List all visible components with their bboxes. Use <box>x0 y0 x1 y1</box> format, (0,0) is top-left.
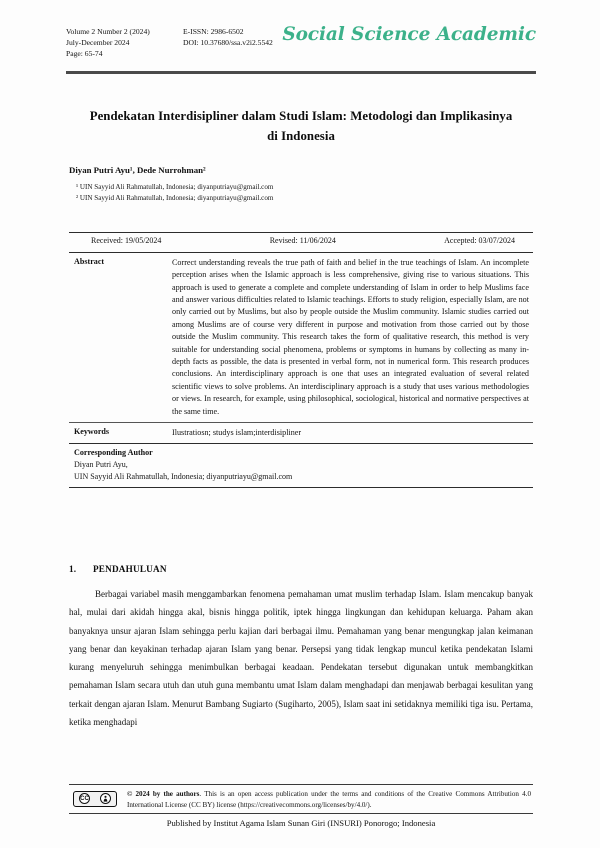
date-accepted: Accepted: 03/07/2024 <box>444 236 515 246</box>
section-number: 1. <box>69 564 77 574</box>
masthead <box>66 0 536 74</box>
abstract-label: Abstract <box>74 256 105 266</box>
title-block <box>84 107 518 147</box>
license-text <box>127 789 533 810</box>
section-heading-label: PENDAHULUAN <box>93 564 167 574</box>
authors-block <box>69 165 529 205</box>
page-footer <box>69 784 533 828</box>
page-title: Pendekatan Interdisipliner dalam Studi Islam: Metodologi dan Implikasinya di Indonesia <box>89 109 513 143</box>
license-block <box>69 785 533 813</box>
affiliation-1: ¹ UIN Sayyid Ali Rahmatullah, Indonesia; diyanputriayu@gmail.com <box>76 183 274 191</box>
authors-names: Diyan Putri Ayu¹, Dede Nurrohman² <box>69 165 206 175</box>
creative-commons-badge-icon <box>73 791 117 807</box>
dates-row <box>69 233 533 249</box>
journal-logo: Social Science Academic <box>282 24 536 45</box>
publisher-line: Published by Institut Agama Islam Sunan Giri (INSURI) Ponorogo; Indonesia <box>166 818 436 828</box>
masthead-eissn: E-ISSN: 2986-6502 <box>183 27 244 36</box>
masthead-doi[interactable]: DOI: 10.37680/ssa.v2i2.5542 <box>183 38 273 47</box>
masthead-identifiers <box>183 26 273 48</box>
page-content <box>66 0 536 848</box>
masthead-issue-info <box>66 26 150 59</box>
keywords-text: Ilustratiosn; studys islam;interdisipliner <box>172 427 302 437</box>
section-introduction <box>69 564 533 731</box>
cc-by-person-icon <box>100 793 111 804</box>
masthead-divider <box>66 71 536 74</box>
copyright-notice: © 2024 by the authors <box>127 789 200 798</box>
date-received: Received: 19/05/2024 <box>91 236 162 246</box>
abstract-table <box>69 252 533 487</box>
abstract-row <box>69 253 533 422</box>
keywords-row <box>69 423 533 443</box>
dates-block <box>69 232 533 249</box>
corresponding-author-name: Diyan Putri Ayu, <box>74 459 128 469</box>
masthead-pages: Page: 65-74 <box>66 49 103 58</box>
section-paragraph: Berbagai variabel masih menggambarkan fenomena pemahaman umat muslim terhadap Islam. Islam mencakup banyak hal, mulai dari akidah hingga akal, bisnis hingga politik, iptek hingga lingkungan dan kehidupan keluarga. Paham akan banyaknya unsur ajaran Islam sehingga perlu kajian dari berbagai ilmu. Pemahaman yang benar mengungkap jalan keimanan yang benar dan keyakinan terhadap ajaran Islam yang benar. Persepsi yang tidak lengkap muncul ketika pendekatan Islami kurang menyeluruh sehingga menimbulkan berbagai keadaan. Pendekatan tersebut digunakan untuk membangkitkan pemahaman Islam secara utuh dan utuh guna membantu umat Islam dalam menghadapi dan menjawab berbagai kesulitan yang terkait dengan ajaran Islam. Menurut Bambang Sugiarto (Sugiharto, 2005), Islam saat ini setidaknya memiliki tiga isu. Pertama, ketika menghadapi <box>69 589 533 727</box>
affiliation-2: ² UIN Sayyid Ali Rahmatullah, Indonesia; diyanputriayu@gmail.com <box>76 194 274 203</box>
cc-logo-icon: CC <box>79 793 90 804</box>
corresponding-author-label: Corresponding Author <box>74 447 153 457</box>
corresponding-rule-bottom <box>69 487 533 488</box>
license-terms: . This is an open access publication under the terms and conditions of the Creative Commons Attribution 4.0 International License (CC BY) license (https://creativecommons.org/licenses/by/4.0/). <box>127 789 531 809</box>
section-heading <box>69 564 533 574</box>
corresponding-author-block <box>69 444 533 487</box>
keywords-label: Keywords <box>74 426 110 436</box>
date-revised: Revised: 11/06/2024 <box>269 236 336 246</box>
masthead-volume: Volume 2 Number 2 (2024) <box>66 27 150 36</box>
abstract-text: Correct understanding reveals the true path of faith and belief in the true teachings of Islam. An incomplete perception arises when the Islamic approach is less comprehensive, giving rise to various situations. This approach is used to generate a complete and complete understanding of Islam in order to help Muslims face and answer various difficulties related to Islamic teachings. Efforts to study religion, especially Islam, are not only carried out by Muslims, but also by people outside the Muslim community. Islamic studies carried out among Muslims are of course very different in purpose and motivation from those carried out by those outside the Muslim community. This research takes the form of qualitative research, this method is very suitable for understanding social phenomena, problems or symptoms in humans by collecting as many in-depth facts as possible, the data is presented in verbal form, not in numerical form. This research produces conclusions. An interdisciplinary approach is one that uses an integrated evaluation of several related scientific views to solve problems. An interdisciplinary approach is a study that uses various methodologies or views. In research, for example, using philosophical, sociological, historical and normative perspectives at the same time. <box>172 257 529 416</box>
masthead-period: July-December 2024 <box>66 38 130 47</box>
corresponding-author-detail: UIN Sayyid Ali Rahmatullah, Indonesia; diyanputriayu@gmail.com <box>74 471 293 481</box>
